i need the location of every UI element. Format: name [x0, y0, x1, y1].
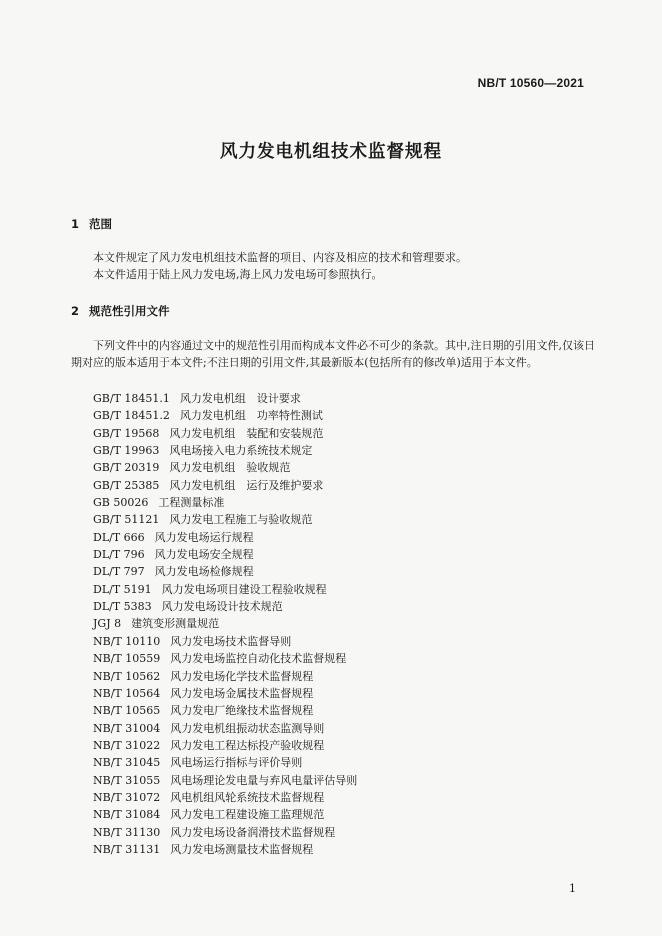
reference-code: GB/T 20319 [93, 461, 160, 475]
reference-code: NB/T 31130 [93, 825, 161, 839]
reference-item [93, 511, 357, 528]
section-2-title: 规范性引用文件 [89, 304, 170, 318]
reference-name: 风力发电厂绝缘技术监督规程 [170, 704, 314, 718]
reference-item [93, 685, 357, 702]
reference-item [93, 425, 357, 442]
section-1-number: 1 [71, 217, 80, 231]
reference-item [93, 494, 357, 511]
reference-code: NB/T 10565 [93, 704, 161, 718]
reference-item [93, 459, 357, 476]
reference-code: NB/T 10559 [93, 652, 161, 666]
reference-item [93, 650, 357, 667]
reference-name: 建筑变形测量规范 [131, 617, 220, 631]
reference-item [93, 668, 357, 685]
reference-name: 风力发电工程施工与验收规范 [169, 513, 313, 527]
reference-name: 风力发电机组振动状态监测导则 [170, 721, 325, 735]
reference-item [93, 581, 357, 598]
reference-item [93, 477, 357, 494]
reference-code: NB/T 31045 [93, 756, 161, 770]
reference-item [93, 789, 357, 806]
reference-item [93, 529, 357, 546]
reference-code: NB/T 31131 [93, 842, 161, 856]
reference-code: JGJ 8 [93, 617, 122, 631]
reference-name: 风力发电工程达标投产验收规程 [170, 738, 325, 752]
reference-name: 风力发电机组 验收规范 [169, 461, 291, 475]
reference-item [93, 806, 357, 823]
reference-code: GB/T 18451.1 [93, 392, 170, 405]
section-1-heading [71, 216, 112, 232]
reference-item [93, 633, 357, 650]
section-1-paragraph-2: 本文件适用于陆上风力发电场,海上风力发电场可参照执行。 [93, 268, 383, 281]
reference-name: 风力发电场金属技术监督规程 [170, 686, 314, 700]
reference-item [93, 720, 357, 737]
section-2-number: 2 [71, 304, 80, 318]
reference-name: 风力发电场检修规程 [154, 565, 254, 579]
reference-item [93, 563, 357, 580]
reference-code: NB/T 31004 [93, 721, 161, 735]
reference-code: NB/T 31055 [93, 773, 161, 787]
section-1-title: 范围 [89, 217, 112, 231]
reference-code: NB/T 31072 [93, 790, 161, 804]
reference-item [93, 824, 357, 841]
reference-name: 风力发电场化学技术监督规程 [170, 669, 314, 683]
reference-code: NB/T 31084 [93, 808, 161, 822]
reference-name: 风力发电场安全规程 [154, 548, 254, 562]
reference-name: 风力发电机组 设计要求 [179, 392, 301, 405]
reference-item [93, 407, 357, 424]
reference-name: 风力发电场运行规程 [154, 530, 254, 544]
reference-name: 风电场运行指标与评价导则 [170, 756, 303, 770]
section-2-paragraph-1: 下列文件中的内容通过文中的规范性引用而构成本文件必不可少的条款。其中,注日期的引用文件,仅该日期对应的版本适用于本文件;不注日期的引用文件,其最新版本(包括所有的修改单)适用于本文件。 [71, 339, 595, 369]
page-number: 1 [569, 882, 576, 895]
reference-code: DL/T 666 [93, 530, 145, 544]
reference-name: 风力发电机组 装配和安装规范 [169, 426, 324, 440]
reference-name: 风力发电工程建设施工监理规范 [170, 808, 325, 822]
reference-item [93, 754, 357, 771]
reference-name: 风力发电场项目建设工程验收规程 [161, 582, 327, 596]
reference-code: DL/T 5191 [93, 582, 152, 596]
reference-code: GB/T 19568 [93, 426, 160, 440]
reference-code: DL/T 796 [93, 548, 145, 562]
reference-name: 风力发电机组 运行及维护要求 [169, 478, 324, 492]
reference-code: GB/T 19963 [93, 444, 160, 458]
reference-item [93, 546, 357, 563]
reference-name: 风电场接入电力系统技术规定 [169, 444, 313, 458]
reference-item [93, 442, 357, 459]
reference-code: DL/T 797 [93, 565, 145, 579]
reference-code: GB/T 25385 [93, 478, 160, 492]
reference-code: DL/T 5383 [93, 600, 152, 614]
reference-code: NB/T 10110 [93, 634, 161, 648]
reference-name: 风力发电场技术监督导则 [170, 634, 292, 648]
reference-list [93, 390, 357, 858]
reference-item [93, 737, 357, 754]
reference-item [93, 390, 357, 407]
reference-code: GB/T 51121 [93, 513, 160, 527]
section-1-paragraph-1: 本文件规定了风力发电机组技术监督的项目、内容及相应的技术和管理要求。 [93, 251, 467, 264]
reference-name: 风力发电场设计技术规范 [161, 600, 283, 614]
reference-name: 风电场理论发电量与弃风电量评估导则 [170, 773, 358, 787]
standard-code: NB/T 10560—2021 [477, 76, 584, 90]
reference-name: 风力发电场监控自动化技术监督规程 [170, 652, 347, 666]
reference-item [93, 702, 357, 719]
reference-code: NB/T 10562 [93, 669, 161, 683]
reference-name: 风电机组风轮系统技术监督规程 [170, 790, 325, 804]
reference-code: GB/T 18451.2 [93, 409, 170, 423]
reference-code: NB/T 31022 [93, 738, 161, 752]
reference-code: NB/T 10564 [93, 686, 161, 700]
reference-item [93, 841, 357, 858]
reference-name: 工程测量标准 [158, 496, 225, 510]
reference-name: 风力发电机组 功率特性测试 [179, 409, 323, 423]
reference-item [93, 615, 357, 632]
reference-item [93, 598, 357, 615]
reference-item [93, 772, 357, 789]
section-2-heading [71, 303, 170, 319]
document-title: 风力发电机组技术监督规程 [220, 142, 442, 162]
reference-name: 风力发电场设备润滑技术监督规程 [170, 825, 336, 839]
reference-name: 风力发电场测量技术监督规程 [170, 842, 314, 856]
reference-code: GB 50026 [93, 496, 149, 510]
